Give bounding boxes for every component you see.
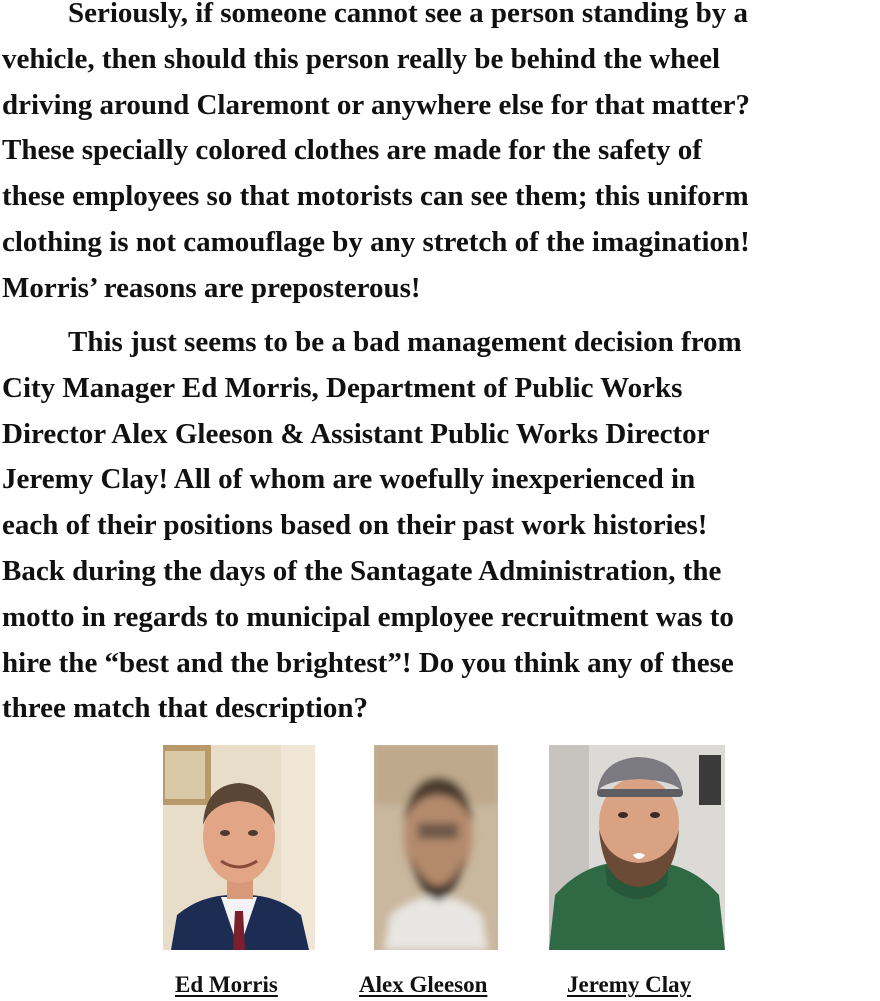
text-line: driving around Claremont or anywhere else for that matter? [2,88,751,121]
text-line: Morris’ reasons are preposterous! [2,271,421,304]
portrait-photo-ed-morris [163,745,315,950]
text-line: these employees so that motorists can see them; this uniform [2,180,749,213]
photo-caption: Alex Gleeson [359,972,488,997]
paragraph-2 [2,320,880,732]
text-line: Director Alex Gleeson & Assistant Public Works Director [2,417,710,450]
text-line: each of their positions based on their past work histories! [2,509,708,542]
text-line: City Manager Ed Morris, Department of Public Works [2,371,683,404]
photo-caption: Jeremy Clay [567,972,692,997]
text-line: This just seems to be a bad management decision from [68,326,742,358]
text-line: three match that description? [2,692,368,725]
photo-caption: Ed Morris [175,972,278,997]
text-line: clothing is not camouflage by any stretch of the imagination! [2,225,750,258]
portrait-photo-jeremy-clay [549,745,725,950]
text-line: hire the “best and the brightest”! Do you think any of these [2,646,734,679]
text-line: Jeremy Clay! All of whom are woefully inexperienced in [2,463,696,496]
text-line: vehicle, then should this person really be behind the wheel [2,42,721,75]
text-line: Seriously, if someone cannot see a person standing by a [68,0,748,29]
text-line: motto in regards to municipal employee recruitment was to [2,600,734,633]
paragraph-1 [2,0,880,312]
portrait-photo-alex-gleeson [374,745,498,950]
text-line: Back during the days of the Santagate Administration, the [2,554,722,587]
text-line: These specially colored clothes are made for the safety of [2,134,702,167]
